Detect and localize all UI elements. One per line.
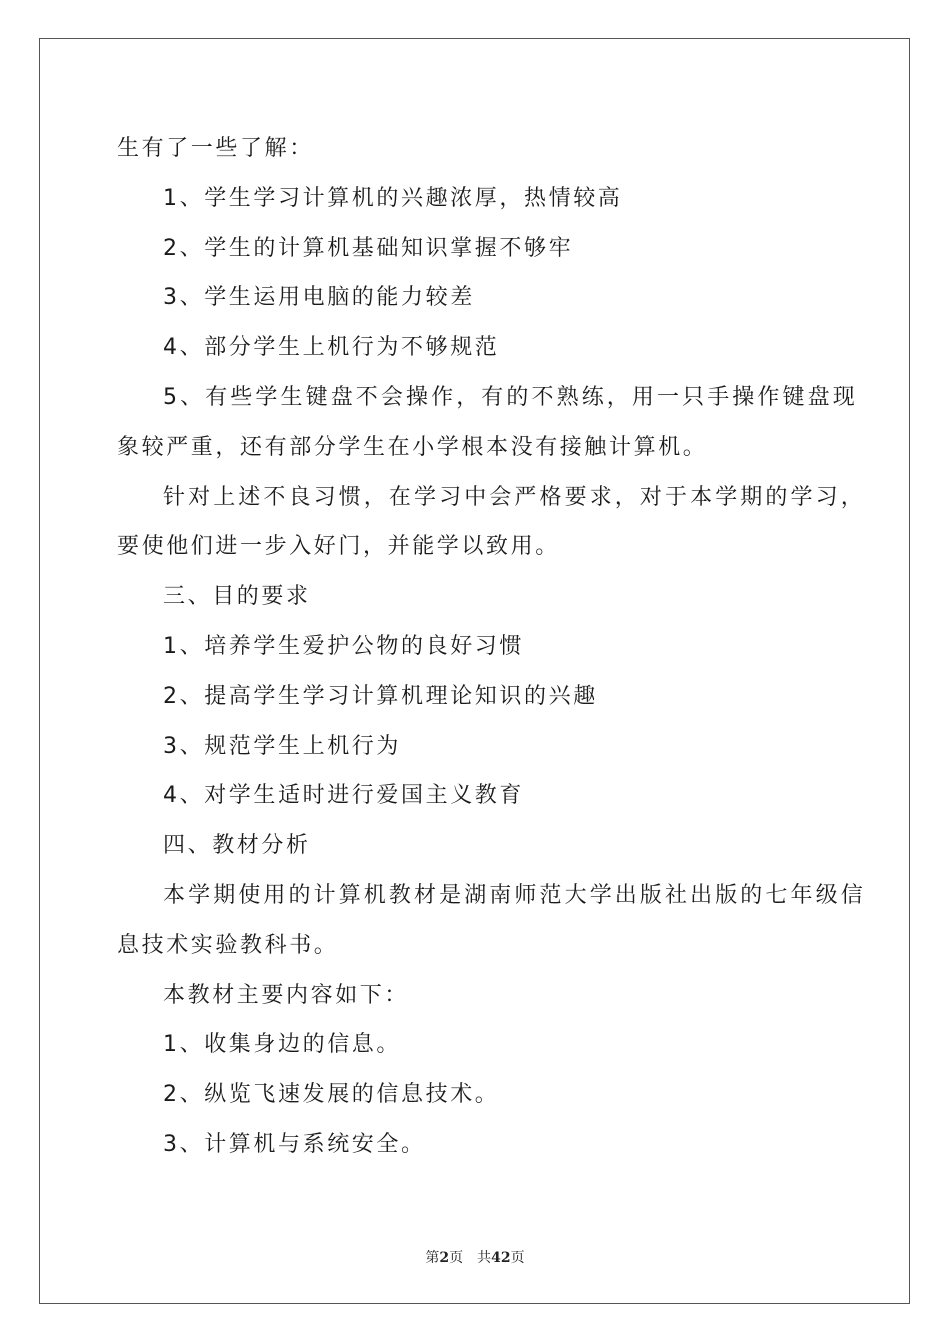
list-item: 2、纵览飞速发展的信息技术。 (163, 1082, 500, 1108)
document-body (117, 124, 866, 1170)
text-line: 象较严重，还有部分学生在小学根本没有接触计算机。 (117, 434, 708, 460)
total-suffix: 页 (510, 1250, 525, 1266)
page-footer (0, 1247, 950, 1267)
list-item: 4、对学生适时进行爱国主义教育 (163, 783, 524, 809)
section-heading: 三、目的要求 (163, 584, 311, 610)
page-prefix: 第 (425, 1250, 440, 1266)
list-item: 3、学生运用电脑的能力较差 (163, 285, 475, 311)
list-item: 5、有些学生键盘不会操作，有的不熟练，用一只手操作键盘现 (163, 384, 858, 410)
page-suffix: 页 (449, 1250, 464, 1266)
list-item: 3、计算机与系统安全。 (163, 1131, 426, 1157)
list-item: 2、提高学生学习计算机理论知识的兴趣 (163, 683, 598, 709)
total-prefix: 共 (477, 1250, 492, 1266)
text-line: 生有了一些了解： (117, 136, 314, 161)
section-heading: 四、教材分析 (163, 833, 311, 859)
list-item: 1、培养学生爱护公物的良好习惯 (163, 633, 524, 659)
list-item: 1、学生学习计算机的兴趣浓厚，热情较高 (163, 185, 623, 211)
text-line: 息技术实验教科书。 (117, 932, 339, 958)
list-item: 3、规范学生上机行为 (163, 733, 401, 759)
text-line: 要使他们进一步入好门，并能学以致用。 (117, 534, 560, 560)
page-current: 2 (439, 1250, 450, 1266)
paragraph-line: 本教材主要内容如下： (163, 982, 410, 1008)
paragraph-line: 本学期使用的计算机教材是湖南师范大学出版社出版的七年级信 (163, 882, 866, 908)
list-item: 4、部分学生上机行为不够规范 (163, 335, 500, 361)
list-item: 1、收集身边的信息。 (163, 1032, 401, 1058)
page-total: 42 (491, 1250, 511, 1266)
paragraph-line: 针对上述不良习惯，在学习中会严格要求，对于本学期的学习， (163, 484, 866, 510)
list-item: 2、学生的计算机基础知识掌握不够牢 (163, 235, 574, 261)
